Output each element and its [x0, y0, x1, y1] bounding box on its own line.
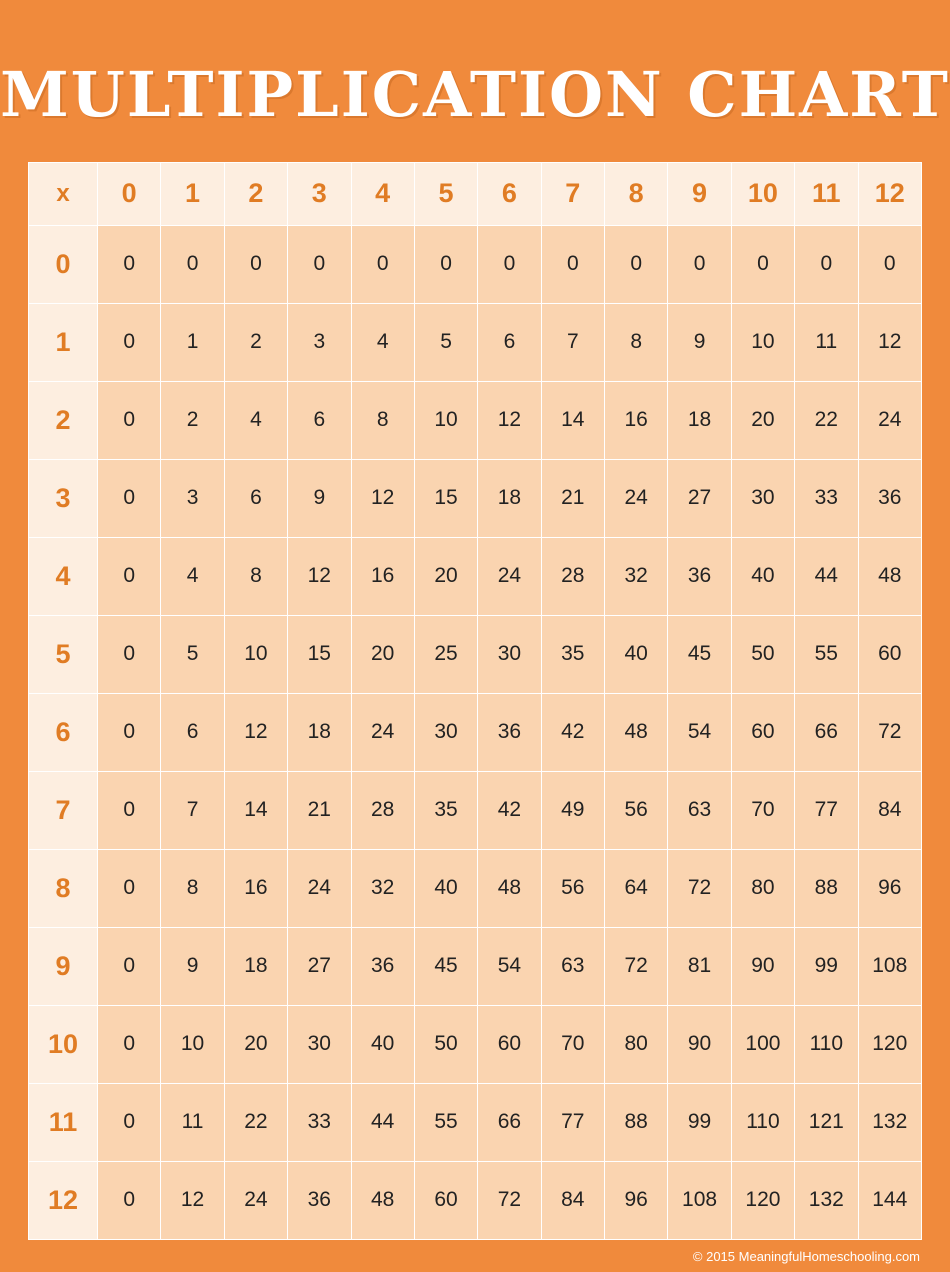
- cell-5-9: 45: [668, 615, 731, 693]
- cell-7-3: 21: [288, 771, 351, 849]
- cell-9-5: 45: [414, 927, 477, 1005]
- cell-4-5: 20: [414, 537, 477, 615]
- cell-7-7: 49: [541, 771, 604, 849]
- cell-11-2: 22: [224, 1083, 287, 1161]
- cell-2-4: 8: [351, 381, 414, 459]
- cell-6-5: 30: [414, 693, 477, 771]
- cell-7-0: 0: [98, 771, 161, 849]
- column-header-10: 10: [731, 162, 794, 225]
- cell-3-7: 21: [541, 459, 604, 537]
- cell-8-6: 48: [478, 849, 541, 927]
- cell-11-6: 66: [478, 1083, 541, 1161]
- cell-0-3: 0: [288, 225, 351, 303]
- cell-7-8: 56: [605, 771, 668, 849]
- cell-2-9: 18: [668, 381, 731, 459]
- table-header-row: [29, 162, 922, 225]
- row-header-11: 11: [29, 1083, 98, 1161]
- cell-1-4: 4: [351, 303, 414, 381]
- cell-12-10: 120: [731, 1161, 794, 1239]
- row-header-0: 0: [29, 225, 98, 303]
- cell-10-12: 120: [858, 1005, 922, 1083]
- cell-3-6: 18: [478, 459, 541, 537]
- cell-5-7: 35: [541, 615, 604, 693]
- cell-8-5: 40: [414, 849, 477, 927]
- cell-7-11: 77: [795, 771, 858, 849]
- cell-5-0: 0: [98, 615, 161, 693]
- cell-3-8: 24: [605, 459, 668, 537]
- row-header-12: 12: [29, 1161, 98, 1239]
- table-row: [29, 225, 922, 303]
- cell-0-8: 0: [605, 225, 668, 303]
- cell-2-7: 14: [541, 381, 604, 459]
- cell-6-2: 12: [224, 693, 287, 771]
- cell-3-0: 0: [98, 459, 161, 537]
- cell-0-9: 0: [668, 225, 731, 303]
- cell-1-11: 11: [795, 303, 858, 381]
- cell-6-3: 18: [288, 693, 351, 771]
- cell-1-5: 5: [414, 303, 477, 381]
- cell-2-8: 16: [605, 381, 668, 459]
- cell-3-1: 3: [161, 459, 224, 537]
- cell-7-5: 35: [414, 771, 477, 849]
- cell-11-5: 55: [414, 1083, 477, 1161]
- cell-11-3: 33: [288, 1083, 351, 1161]
- column-header-3: 3: [288, 162, 351, 225]
- cell-1-6: 6: [478, 303, 541, 381]
- cell-1-2: 2: [224, 303, 287, 381]
- cell-9-1: 9: [161, 927, 224, 1005]
- cell-6-8: 48: [605, 693, 668, 771]
- table-body: [29, 225, 922, 1239]
- cell-11-4: 44: [351, 1083, 414, 1161]
- row-header-6: 6: [29, 693, 98, 771]
- cell-5-8: 40: [605, 615, 668, 693]
- cell-4-10: 40: [731, 537, 794, 615]
- cell-7-1: 7: [161, 771, 224, 849]
- cell-8-2: 16: [224, 849, 287, 927]
- cell-9-10: 90: [731, 927, 794, 1005]
- cell-8-9: 72: [668, 849, 731, 927]
- cell-4-12: 48: [858, 537, 922, 615]
- cell-3-10: 30: [731, 459, 794, 537]
- chart-table-container: [28, 162, 922, 1240]
- table-row: [29, 537, 922, 615]
- cell-0-4: 0: [351, 225, 414, 303]
- row-header-3: 3: [29, 459, 98, 537]
- cell-12-6: 72: [478, 1161, 541, 1239]
- row-header-2: 2: [29, 381, 98, 459]
- cell-3-12: 36: [858, 459, 922, 537]
- cell-9-12: 108: [858, 927, 922, 1005]
- cell-6-10: 60: [731, 693, 794, 771]
- cell-1-12: 12: [858, 303, 922, 381]
- cell-8-1: 8: [161, 849, 224, 927]
- cell-12-9: 108: [668, 1161, 731, 1239]
- column-header-5: 5: [414, 162, 477, 225]
- cell-4-1: 4: [161, 537, 224, 615]
- cell-10-1: 10: [161, 1005, 224, 1083]
- cell-1-1: 1: [161, 303, 224, 381]
- cell-10-9: 90: [668, 1005, 731, 1083]
- cell-9-4: 36: [351, 927, 414, 1005]
- cell-9-3: 27: [288, 927, 351, 1005]
- table-row: [29, 303, 922, 381]
- row-header-8: 8: [29, 849, 98, 927]
- cell-1-10: 10: [731, 303, 794, 381]
- cell-5-11: 55: [795, 615, 858, 693]
- cell-10-2: 20: [224, 1005, 287, 1083]
- cell-0-1: 0: [161, 225, 224, 303]
- cell-10-8: 80: [605, 1005, 668, 1083]
- cell-8-7: 56: [541, 849, 604, 927]
- cell-5-12: 60: [858, 615, 922, 693]
- cell-8-10: 80: [731, 849, 794, 927]
- cell-9-11: 99: [795, 927, 858, 1005]
- cell-3-4: 12: [351, 459, 414, 537]
- cell-0-10: 0: [731, 225, 794, 303]
- cell-10-3: 30: [288, 1005, 351, 1083]
- cell-0-6: 0: [478, 225, 541, 303]
- cell-2-3: 6: [288, 381, 351, 459]
- row-header-1: 1: [29, 303, 98, 381]
- table-row: [29, 615, 922, 693]
- cell-1-8: 8: [605, 303, 668, 381]
- table-head: [29, 162, 922, 225]
- cell-12-12: 144: [858, 1161, 922, 1239]
- cell-7-4: 28: [351, 771, 414, 849]
- column-header-2: 2: [224, 162, 287, 225]
- cell-5-2: 10: [224, 615, 287, 693]
- cell-4-2: 8: [224, 537, 287, 615]
- cell-12-2: 24: [224, 1161, 287, 1239]
- cell-9-2: 18: [224, 927, 287, 1005]
- cell-11-12: 132: [858, 1083, 922, 1161]
- column-header-8: 8: [605, 162, 668, 225]
- table-row: [29, 849, 922, 927]
- cell-7-2: 14: [224, 771, 287, 849]
- cell-12-7: 84: [541, 1161, 604, 1239]
- cell-2-1: 2: [161, 381, 224, 459]
- cell-0-11: 0: [795, 225, 858, 303]
- table-row: [29, 693, 922, 771]
- cell-9-8: 72: [605, 927, 668, 1005]
- cell-10-5: 50: [414, 1005, 477, 1083]
- cell-5-3: 15: [288, 615, 351, 693]
- table-row: [29, 459, 922, 537]
- cell-10-7: 70: [541, 1005, 604, 1083]
- cell-2-2: 4: [224, 381, 287, 459]
- cell-12-1: 12: [161, 1161, 224, 1239]
- cell-11-10: 110: [731, 1083, 794, 1161]
- column-header-7: 7: [541, 162, 604, 225]
- cell-9-7: 63: [541, 927, 604, 1005]
- cell-1-3: 3: [288, 303, 351, 381]
- table-row: [29, 927, 922, 1005]
- cell-4-11: 44: [795, 537, 858, 615]
- cell-3-9: 27: [668, 459, 731, 537]
- cell-11-9: 99: [668, 1083, 731, 1161]
- copyright-footer: © 2015 MeaningfulHomeschooling.com: [692, 1248, 920, 1264]
- cell-6-0: 0: [98, 693, 161, 771]
- row-header-10: 10: [29, 1005, 98, 1083]
- cell-4-3: 12: [288, 537, 351, 615]
- cell-9-6: 54: [478, 927, 541, 1005]
- cell-6-9: 54: [668, 693, 731, 771]
- cell-6-1: 6: [161, 693, 224, 771]
- cell-3-11: 33: [795, 459, 858, 537]
- cell-10-10: 100: [731, 1005, 794, 1083]
- cell-11-1: 11: [161, 1083, 224, 1161]
- cell-0-7: 0: [541, 225, 604, 303]
- cell-12-3: 36: [288, 1161, 351, 1239]
- cell-8-11: 88: [795, 849, 858, 927]
- cell-1-7: 7: [541, 303, 604, 381]
- row-header-5: 5: [29, 615, 98, 693]
- cell-10-11: 110: [795, 1005, 858, 1083]
- cell-8-8: 64: [605, 849, 668, 927]
- cell-5-5: 25: [414, 615, 477, 693]
- cell-12-5: 60: [414, 1161, 477, 1239]
- cell-10-4: 40: [351, 1005, 414, 1083]
- cell-9-9: 81: [668, 927, 731, 1005]
- cell-4-8: 32: [605, 537, 668, 615]
- table-row: [29, 1161, 922, 1239]
- cell-8-0: 0: [98, 849, 161, 927]
- cell-3-2: 6: [224, 459, 287, 537]
- cell-12-0: 0: [98, 1161, 161, 1239]
- table-row: [29, 1083, 922, 1161]
- cell-2-5: 10: [414, 381, 477, 459]
- column-header-12: 12: [858, 162, 922, 225]
- cell-2-6: 12: [478, 381, 541, 459]
- row-header-4: 4: [29, 537, 98, 615]
- cell-5-6: 30: [478, 615, 541, 693]
- table-row: [29, 1005, 922, 1083]
- cell-1-0: 0: [98, 303, 161, 381]
- cell-6-4: 24: [351, 693, 414, 771]
- cell-12-11: 132: [795, 1161, 858, 1239]
- column-header-1: 1: [161, 162, 224, 225]
- cell-0-0: 0: [98, 225, 161, 303]
- cell-6-7: 42: [541, 693, 604, 771]
- cell-9-0: 0: [98, 927, 161, 1005]
- cell-7-6: 42: [478, 771, 541, 849]
- column-header-11: 11: [795, 162, 858, 225]
- cell-10-0: 0: [98, 1005, 161, 1083]
- cell-5-10: 50: [731, 615, 794, 693]
- cell-2-12: 24: [858, 381, 922, 459]
- cell-6-11: 66: [795, 693, 858, 771]
- cell-1-9: 9: [668, 303, 731, 381]
- row-header-9: 9: [29, 927, 98, 1005]
- column-header-6: 6: [478, 162, 541, 225]
- cell-2-11: 22: [795, 381, 858, 459]
- multiplication-table: [28, 162, 922, 1240]
- cell-2-0: 0: [98, 381, 161, 459]
- cell-10-6: 60: [478, 1005, 541, 1083]
- cell-2-10: 20: [731, 381, 794, 459]
- table-row: [29, 771, 922, 849]
- cell-4-9: 36: [668, 537, 731, 615]
- multiplication-chart-page: [0, 42, 950, 1272]
- cell-0-12: 0: [858, 225, 922, 303]
- column-header-4: 4: [351, 162, 414, 225]
- cell-11-8: 88: [605, 1083, 668, 1161]
- cell-4-6: 24: [478, 537, 541, 615]
- cell-4-7: 28: [541, 537, 604, 615]
- cell-12-4: 48: [351, 1161, 414, 1239]
- cell-11-7: 77: [541, 1083, 604, 1161]
- cell-8-12: 96: [858, 849, 922, 927]
- cell-6-6: 36: [478, 693, 541, 771]
- table-row: [29, 381, 922, 459]
- table-corner-cell: x: [29, 162, 98, 225]
- cell-0-2: 0: [224, 225, 287, 303]
- row-header-7: 7: [29, 771, 98, 849]
- cell-12-8: 96: [605, 1161, 668, 1239]
- cell-3-5: 15: [414, 459, 477, 537]
- cell-8-4: 32: [351, 849, 414, 927]
- cell-0-5: 0: [414, 225, 477, 303]
- cell-11-0: 0: [98, 1083, 161, 1161]
- cell-5-4: 20: [351, 615, 414, 693]
- cell-8-3: 24: [288, 849, 351, 927]
- cell-11-11: 121: [795, 1083, 858, 1161]
- cell-7-12: 84: [858, 771, 922, 849]
- cell-4-4: 16: [351, 537, 414, 615]
- cell-5-1: 5: [161, 615, 224, 693]
- column-header-0: 0: [98, 162, 161, 225]
- cell-7-10: 70: [731, 771, 794, 849]
- column-header-9: 9: [668, 162, 731, 225]
- cell-6-12: 72: [858, 693, 922, 771]
- cell-3-3: 9: [288, 459, 351, 537]
- page-title: MULTIPLICATION CHART: [0, 57, 950, 131]
- cell-4-0: 0: [98, 537, 161, 615]
- cell-7-9: 63: [668, 771, 731, 849]
